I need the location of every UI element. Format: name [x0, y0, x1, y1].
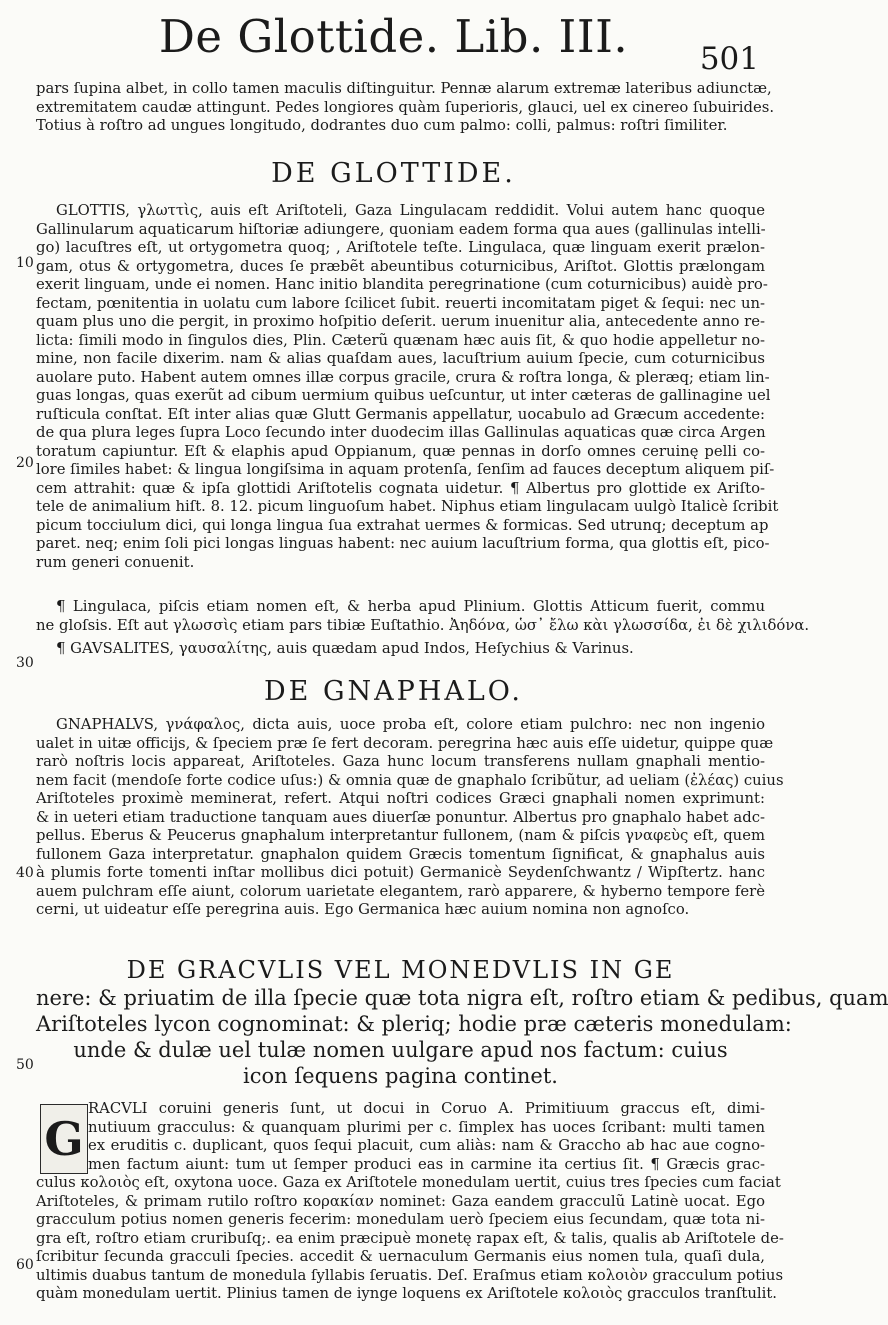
heading-line: Ariſtoteles lycon cognominat: & pleriq; hodie præ cæteris monedulam:: [36, 1012, 792, 1036]
text-line: ne gloſsis. Eſt aut γλωσσὶς etiam pars tibiæ Euſtathio. Ἀηδόνα, ὡσ᾽ ἔλω κὰι γλωσσίδα, ἐι δὲ χιλιδόνα.: [36, 616, 810, 634]
text-line: picum tocciulum dici, qui longa lingua ſua extrahat uermes & formicas. Sed utrunq; deceptum ap: [36, 516, 769, 534]
page-number: 501: [699, 41, 759, 77]
text-line: & in ueteri etiam traductione tanquam aues diuerſæ ponuntur. Albertus pro gnaphalo habet adc-: [36, 808, 765, 826]
section-heading-glottide: DE GLOTTIDE.: [271, 158, 516, 189]
text-line: Totius à roſtro ad ungues longitudo, dodrantes duo cum palmo: colli, palmus: roſtri ſimiliter.: [36, 117, 728, 134]
text-line: mine, non facile dixerim. nam & alias quaſdam aues, lacuſtrium auium ſpecie, cum coturnicibus: [36, 350, 765, 367]
text-line: quam plus uno die pergit, in proximo hoſpitio deſerit. uerum inuenitur alia, antecedente anno re-: [36, 313, 765, 330]
graculis-paragraph: [36, 1100, 784, 1304]
text-line: go) lacuſtres eſt, ut ortygometra quoq; , Ariſtotele teſte. Lingulaca, quæ linguam exerit prælon-: [36, 239, 765, 256]
text-line: extremitatem caudæ attingunt. Pedes longiores quàm ſuperioris, glauci, uel ex cinereo ſubuirides.: [36, 98, 775, 116]
gausalites-paragraph: [36, 640, 765, 659]
margin-line-number: 10: [16, 255, 34, 271]
text-line: nem facit (mendoſe forte codice uſus:) & omnia quæ de gnaphalo ſcribũtur, ad ueliam (ἐλέας) cuius: [36, 771, 784, 789]
text-line: ualet in uitæ officijs, & ſpeciem præ ſe fert decoram. peregrina hæc auis eſſe uidetur, quippe quæ: [36, 734, 774, 752]
running-head-title: De Glottide. Lib. III.: [158, 10, 629, 63]
text-line: lore ſimiles habet: & lingua longiſsima in aquam protenſa, ſenſim ad fauces deceptum aliquem piſ-: [36, 461, 775, 478]
text-line: fullonem Gaza interpretatur. gnaphalon quidem Græcis tomentum ſignificat, & gnaphalus auis: [36, 845, 765, 863]
text-line: pars ſupina albet, in collo tamen maculis diſtinguitur. Pennæ alarum extremæ lateribus adiunctæ,: [36, 80, 772, 97]
text-line: fectam, pœnitentia in uolatu cum labore ſcilicet ſubit. reuerti incomitatam piget & ſequi: nec un-: [36, 294, 765, 312]
text-line: gra eſt, roſtro etiam cruribuſq;. ea enim præcipuè monetę rapax eſt, & talis, qualis ab Ariſtotele de-: [36, 1229, 784, 1247]
heading-line: DE GRACVLIS VEL MONEDVLIS IN GE: [126, 956, 675, 984]
heading-line: unde & dulæ uel tulæ nomen uulgare apud nos factum: cuius: [73, 1038, 728, 1062]
text-line: ruſticula conſtat. Eſt inter alias quæ Glutt Germanis appellatur, uocabulo ad Græcum accedente:: [36, 405, 765, 423]
text-line: guas longas, quas exerũt ad cibum uermium quibus ueſcuntur, ut inter cæteras de gallinagine uel: [36, 387, 771, 404]
margin-line-number: 40: [16, 865, 34, 881]
text-line: cem attrahit: quæ & ipſa glottidi Ariſtotelis cognata uidetur. ¶ Albertus pro glottide ex Ariſto-: [36, 479, 765, 497]
text-line: tele de animalium hiſt. 8. 12. picum linguoſum habet. Niphus etiam lingulacam uulgò Italicè ſcribit: [36, 498, 779, 515]
text-line: rarò noſtris locis appareat, Ariſtoteles. Gaza hunc locum transferens nullam gnaphali mentio-: [36, 753, 765, 770]
text-line: toratum capiuntur. Eſt & elaphis apud Oppianum, quæ pennas in dorſo omnes ceruinę pelli co-: [36, 442, 765, 460]
margin-line-number: 60: [16, 1257, 34, 1273]
text-line: ex eruditis c. duplicant, quos ſequi placuit, cum aliàs: nam & Graccho ab hac aue cogno-: [88, 1137, 765, 1154]
text-line: ultimis duabus tantum de monedula ſyllabis ſeruatis. Deſ. Eraſmus etiam κολοιὸν gracculum potius: [36, 1266, 784, 1284]
text-line: gracculum potius nomen generis fecerim: monedulam uerò ſpeciem eius ſecundam, quæ tota ni-: [36, 1211, 765, 1228]
text-line: Gallinularum aquaticarum hiſtoriæ adiungere, quoniam eadem forma qua aues (gallinulas intelli-: [36, 220, 766, 238]
text-line: ¶ Lingulaca, piſcis etiam nomen eſt, & herba apud Plinium. Glottis Atticum fuerit, commu: [56, 598, 765, 615]
text-line: exerit linguam, unde ei nomen. Hanc initio blandita peregrinatione (cum coturnicibus) auidè pro-: [36, 276, 768, 293]
text-line: ¶ GAVSALITES, γαυσαλίτης, auis quædam apud Indos, Heſychius & Varinus.: [56, 640, 634, 657]
text-line: men factum aiunt: tum ut ſemper produci eas in carmine ita certius ſit. ¶ Græcis grac-: [88, 1155, 765, 1173]
text-line: gam, otus & ortygometra, duces ſe præbẽt abeuntibus coturnicibus, Ariſtot. Glottis prælongam: [36, 257, 765, 275]
text-line: Ariſtoteles proximè meminerat, refert. Atqui noſtri codices Græci gnaphali nomen exprimunt:: [36, 790, 765, 807]
margin-line-number: 20: [16, 455, 34, 471]
text-line: licta: ſimili modo in ſingulos dies, Plin. Cæterũ quænam hæc auis ſit, & quo hodie appelletur no-: [36, 331, 765, 349]
text-line: ſcribitur ſecunda gracculi ſpecies. accedit & uernaculum Germanis eius nomen tula, quaſi dula,: [36, 1248, 765, 1265]
text-line: GLOTTIS, γλωττὶς, auis eſt Ariſtoteli, Gaza Lingulacam reddidit. Volui autem hanc quoque: [56, 202, 765, 219]
text-line: GNAPHALVS, γνάφαλος, dicta auis, uoce proba eſt, colore etiam pulchro: nec non ingenio: [56, 716, 765, 733]
text-line: auem pulchram eſſe aiunt, colorum uarietate elegantem, rarò apparere, & hyberno tempore ferè: [36, 882, 765, 900]
heading-line: icon ſequens pagina continet.: [243, 1064, 558, 1088]
text-line: pellus. Eberus & Peucerus gnaphalum interpretantur fullonem, (nam & piſcis γναφεὺς eſt, quem: [36, 827, 765, 844]
text-line: RACVLI coruini generis ſunt, ut docui in Coruo A. Primitiuum graccus eſt, dimi-: [88, 1100, 765, 1117]
text-line: rum generi conuenit.: [36, 553, 195, 571]
text-line: cerni, ut uideatur eſſe peregrina auis. Ego Germanica hæc auium nomina non agnoſco.: [36, 901, 690, 918]
section-heading-graculis: [36, 955, 888, 1089]
text-line: à plumis forte tomenti inſtar mollibus dici potuit) Germanicè Seydenſchwantz / Wipſtertz. hanc: [36, 864, 765, 881]
text-line: nutiuum gracculus: & quanquam plurimi per c. ſimplex has uoces ſcribant: multi tamen: [88, 1118, 765, 1136]
heading-line: nere: & priuatim de illa ſpecie quæ tota nigra eſt, roſtro etiam & pedibus, quam: [36, 986, 888, 1010]
gnaphalo-paragraph: [36, 716, 784, 920]
text-line: quàm monedulam uertit. Plinius tamen de iynge loquens ex Ariſtotele κολοιὸς gracculos tranſtulit.: [36, 1285, 777, 1302]
drop-cap-letter: G: [44, 1112, 84, 1166]
margin-line-number: 50: [16, 1057, 34, 1073]
text-line: auolare puto. Habent autem omnes illæ corpus gracile, crura & roſtra longa, & pleræq; etiam lin-: [36, 368, 770, 386]
margin-line-number: 30: [16, 655, 34, 671]
text-line: Ariſtoteles, & primam rutilo roſtro κορακίαν nominet: Gaza eandem gracculũ Latinè uocat. Ego: [36, 1192, 765, 1210]
text-line: paret. neq; enim ſoli pici longas linguas habent: nec auium lacuſtrium forma, qua glottis eſt, pico-: [36, 535, 770, 552]
text-line: de qua plura leges ſupra Loco ſecundo inter duodecim illas Gallinulas aquaticas quæ circa Argen: [36, 424, 766, 441]
section-heading-gnaphalo: DE GNAPHALO.: [264, 676, 523, 707]
glottide-paragraph: [36, 202, 779, 572]
intro-paragraph: [36, 80, 775, 136]
text-line: culus κολοιὸς eſt, oxytona uoce. Gaza ex Ariſtotele monedulam uertit, cuius tres ſpecies cum faciat: [36, 1174, 781, 1191]
lingulaca-paragraph: [36, 598, 810, 635]
